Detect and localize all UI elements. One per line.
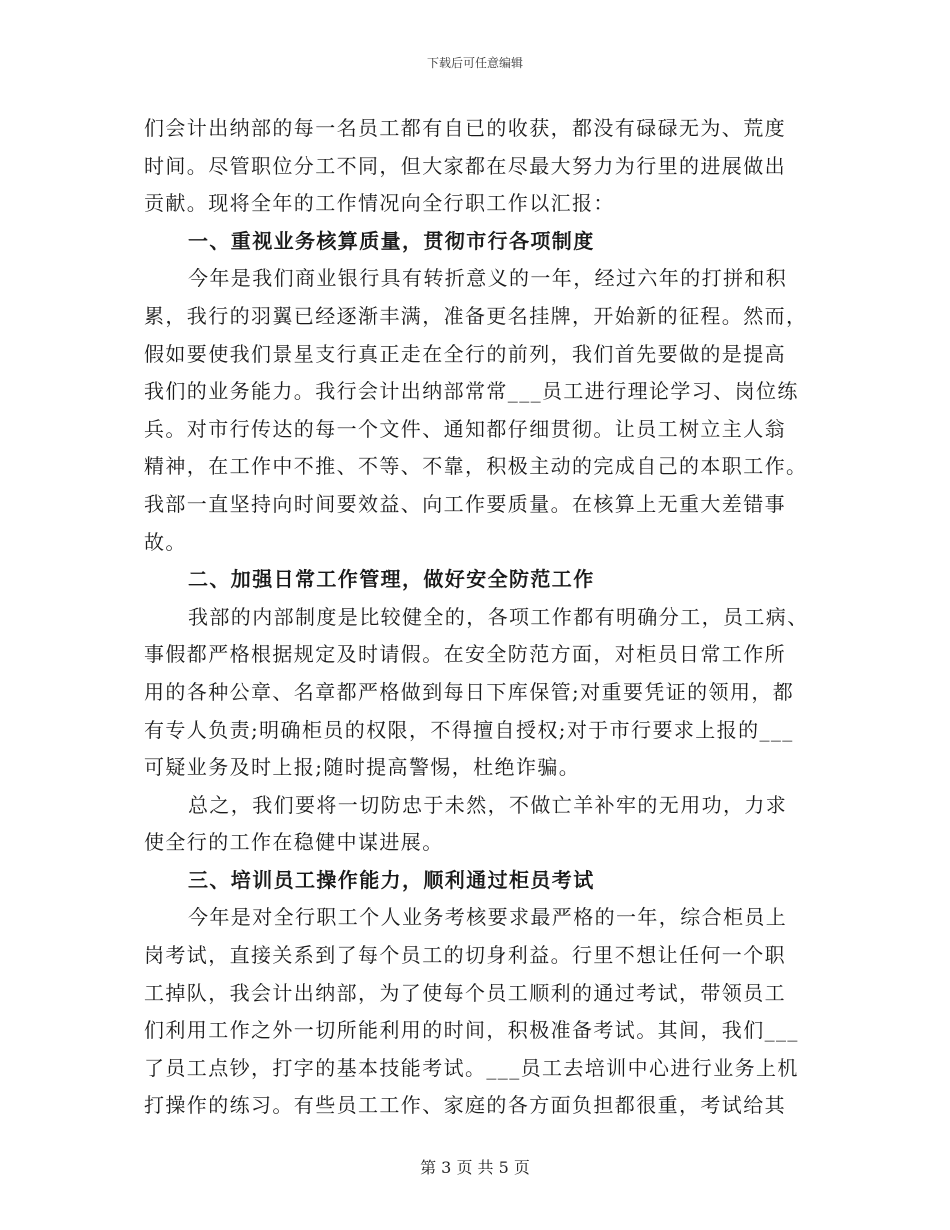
paragraph xyxy=(144,899,808,1125)
text-line: 累，我行的羽翼已经逐渐丰满，准备更名挂牌，开始新的征程。然而， xyxy=(144,303,808,328)
text-line: 事假都严格根据规定及时请假。在安全防范方面，对柜员日常工作所 xyxy=(144,642,786,667)
text-line: 工掉队，我会计出纳部，为了使每个员工顺利的通过考试，带领员工 xyxy=(144,980,786,1005)
page-footer: 第 3 页 共 5 页 xyxy=(420,1158,530,1177)
text-line: 们利用工作之外一切所能利用的时间，积极准备考试。其间，我们___ xyxy=(144,1018,799,1043)
text-line: 贡献。现将全年的工作情况向全行职工作以汇报： xyxy=(144,191,615,216)
text-line: 打操作的练习。有些员工工作、家庭的各方面负担都很重，考试给其 xyxy=(144,1093,786,1118)
section-heading: 二、加强日常工作管理，做好安全防范工作 xyxy=(188,567,595,592)
paragraph xyxy=(144,110,808,223)
paragraph xyxy=(144,599,808,787)
text-line: 精神，在工作中不推、不等、不靠，积极主动的完成自己的本职工作。 xyxy=(144,454,808,479)
section-heading: 三、培训员工操作能力，顺利通过柜员考试 xyxy=(188,867,595,892)
text-line: 今年是我们商业银行具有转折意义的一年，经过六年的打拼和积 xyxy=(188,266,788,291)
section-heading: 一、重视业务核算质量，贯彻市行各项制度 xyxy=(188,228,595,253)
text-line: 我部的内部制度是比较健全的，各项工作都有明确分工，员工病、 xyxy=(188,604,809,629)
paragraph xyxy=(144,787,808,862)
text-line: 可疑业务及时上报;随时提高警惕，杜绝诈骗。 xyxy=(144,755,581,780)
text-line: 我部一直坚持向时间要效益、向工作要质量。在核算上无重大差错事 xyxy=(144,491,786,516)
text-line: 今年是对全行职工个人业务考核要求最严格的一年，综合柜员上 xyxy=(188,905,788,930)
text-line: 们会计出纳部的每一名员工都有自已的收获，都没有碌碌无为、荒度 xyxy=(144,116,786,140)
page-header: 下载后可任意编辑 xyxy=(426,56,523,70)
paragraph xyxy=(144,260,808,561)
document-body xyxy=(144,110,808,1125)
text-line: 岗考试，直接关系到了每个员工的切身利益。行里不想让任何一个职 xyxy=(144,943,786,968)
text-line: 有专人负责;明确柜员的权限，不得擅自授权;对于市行要求上报的___ xyxy=(144,717,794,742)
text-line: 使全行的工作在稳健中谋进展。 xyxy=(144,830,444,855)
text-line: 了员工点钞，打字的基本技能考试。___员工去培训中心进行业务上机 xyxy=(144,1055,799,1080)
text-line: 总之，我们要将一切防忠于未然，不做亡羊补牢的无用功，力求 xyxy=(188,792,788,817)
text-line: 兵。对市行传达的每一个文件、通知都仔细贯彻。让员工树立主人翁 xyxy=(144,416,786,441)
text-line: 用的各种公章、名章都严格做到每日下库保管;对重要凭证的领用，都 xyxy=(144,679,795,704)
text-line: 时间。尽管职位分工不同，但大家都在尽最大努力为行里的进展做出 xyxy=(144,153,786,178)
text-line: 故。 xyxy=(144,529,187,554)
text-line: 我们的业务能力。我行会计出纳部常常___员工进行理论学习、岗位练 xyxy=(144,379,799,404)
text-line: 假如要使我们景星支行真正走在全行的前列，我们首先要做的是提高 xyxy=(144,341,786,366)
